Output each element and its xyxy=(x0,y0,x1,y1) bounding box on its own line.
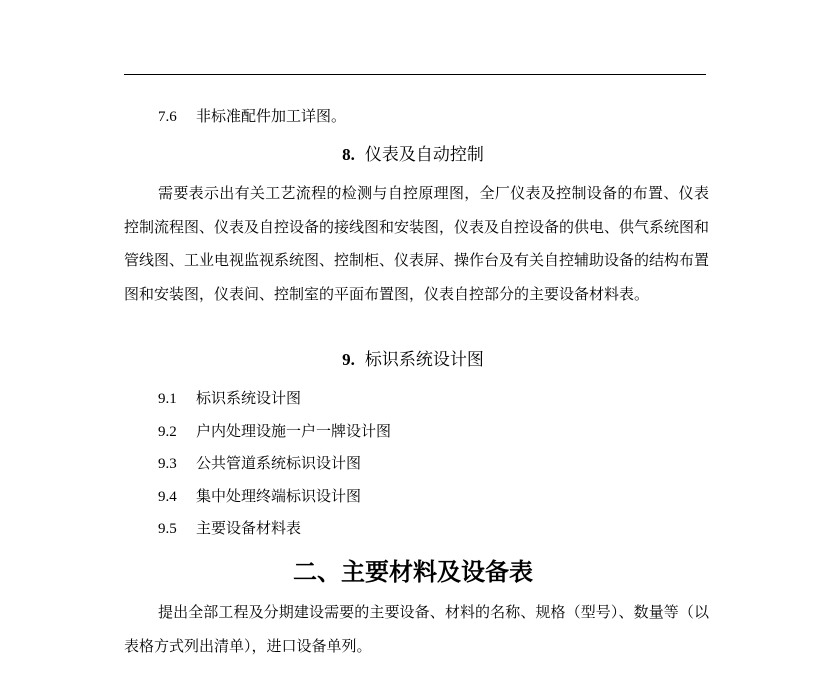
list-item-9-5 xyxy=(158,517,301,540)
list-item-text: 主要设备材料表 xyxy=(196,519,302,537)
list-item-number: 9.1 xyxy=(158,391,177,407)
header-rule xyxy=(124,74,706,75)
section-9-heading xyxy=(0,348,826,372)
chapter-2-title: 二、主要材料及设备表 xyxy=(293,557,533,586)
list-item-9-4 xyxy=(158,485,361,508)
section-8-number: 8. xyxy=(342,145,355,164)
section-8-heading xyxy=(0,143,826,167)
list-item-9-3 xyxy=(158,452,361,475)
section-9-title: 标识系统设计图 xyxy=(364,350,484,370)
list-item-text: 公共管道系统标识设计图 xyxy=(196,454,362,472)
list-item-text: 户内处理设施一户一牌设计图 xyxy=(196,422,392,440)
list-item-number: 9.4 xyxy=(158,489,177,505)
list-item-9-1 xyxy=(158,387,301,410)
list-item-number: 9.2 xyxy=(158,424,177,440)
list-item-number: 7.6 xyxy=(158,109,177,125)
list-item-number: 9.5 xyxy=(158,521,177,537)
chapter-2-paragraph: 提出全部工程及分期建设需要的主要设备、材料的名称、规格（型号）、数量等（以表格方式列出清单），进口设备单列。 xyxy=(124,603,709,655)
section-8-paragraph: 需要表示出有关工艺流程的检测与自控原理图，全厂仪表及控制设备的布置、仪表控制流程图、仪表及自控设备的接线图和安装图，仪表及自控设备的供电、供气系统图和管线图、工业电视监视系统图、控制柜、仪表屏、操作台及有关自控辅助设备的结构布置图和安装图，仪表间、控制室的平面布置图，仪表自控部分的主要设备材料表。 xyxy=(124,184,710,303)
list-item-7-6 xyxy=(158,105,346,128)
list-item-9-2 xyxy=(158,420,391,443)
list-item-number: 9.3 xyxy=(158,456,177,472)
list-item-text: 非标准配件加工详图。 xyxy=(196,107,347,125)
list-item-text: 标识系统设计图 xyxy=(196,389,302,407)
list-item-text: 集中处理终端标识设计图 xyxy=(196,487,362,505)
section-9-number: 9. xyxy=(342,350,355,369)
section-8-title: 仪表及自动控制 xyxy=(364,145,484,165)
